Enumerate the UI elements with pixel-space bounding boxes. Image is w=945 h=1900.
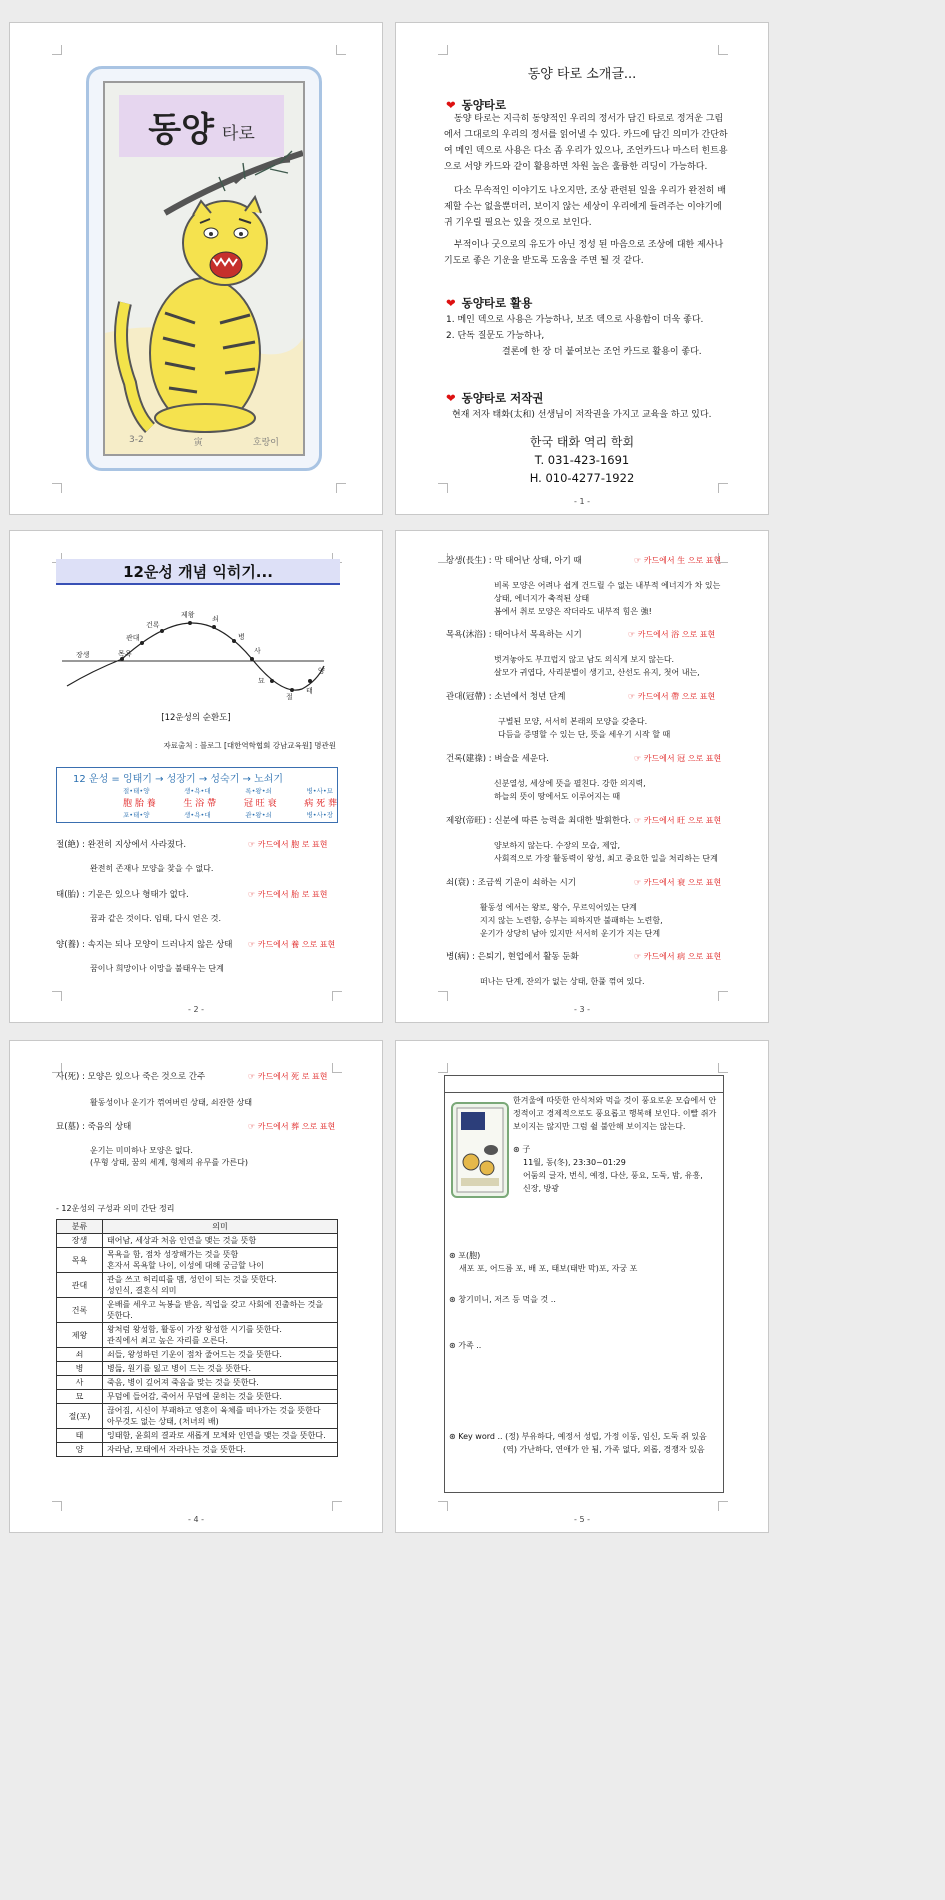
table-row: [57, 1273, 338, 1298]
table-title: - 12운성의 구성과 의미 간단 정리: [56, 1204, 175, 1213]
stage-heading: 병(病) : 은퇴기, 현업에서 활동 둔화: [446, 952, 579, 962]
summary-table: [56, 1219, 338, 1457]
table-header: 분류: [57, 1220, 103, 1234]
cycle-label: 쇠: [212, 615, 219, 623]
stage-row-bottom: [123, 810, 333, 819]
stage-cell: 관•왕•쇠: [245, 811, 272, 819]
stage-desc: 완전히 존재나 모양을 찾을 수 없다.: [90, 864, 214, 873]
stage-desc: 벗겨놓아도 부끄럽지 않고 남도 의식게 보지 않는다.: [494, 655, 675, 664]
rat-card-thumbnail: [451, 1102, 509, 1198]
card-title-banner: [119, 95, 284, 157]
stage-desc: 신분열성, 세상에 뜻을 펼친다. 강한 의지력,: [494, 779, 646, 788]
usage-item: 결론에 한 장 더 붙여보는 조언 카드로 활용이 좋다.: [502, 347, 702, 357]
page-number: - 2 -: [188, 1005, 204, 1014]
table-cell: 쇠들, 왕성하던 기운이 점차 줄어드는 것을 뜻한다.: [103, 1348, 338, 1362]
stage-cell: 포•태•양: [123, 811, 150, 819]
stage-card-tag: ☞ 카드에서 胞 로 표현: [248, 840, 328, 849]
table-cell-key: 관대: [57, 1273, 103, 1298]
table-row: [57, 1443, 338, 1457]
stage-desc: 꿈이나 희망이나 이망을 불태우는 단계: [90, 964, 224, 973]
stage-cell: 병•사•묘: [306, 787, 333, 795]
stage-box: [56, 767, 338, 823]
table-cell: [103, 1248, 338, 1273]
table-cell-key: 양: [57, 1443, 103, 1457]
cycle-label: 장생: [76, 651, 90, 659]
crop-mark: [438, 991, 448, 1001]
stage-card-tag: ☞ 카드에서 養 으로 표현: [248, 940, 336, 949]
frame-top-rule: [445, 1092, 723, 1093]
table-row: [57, 1404, 338, 1429]
card-footer: [115, 435, 293, 448]
cycle-label: 제왕: [181, 611, 195, 619]
stage-desc: 지지 않는 노련함, 승부는 피하지만 불패하는 노련함,: [480, 916, 663, 925]
table-cell: 자라남, 모태에서 자라나는 것을 뜻한다.: [103, 1443, 338, 1457]
table-line: 혼자서 목욕할 나이, 이성에 대해 궁금할 나이: [107, 1261, 264, 1270]
card-code: 3-2: [129, 435, 144, 445]
org-hp: H. 010-4277-1922: [529, 471, 635, 485]
table-cell: [103, 1404, 338, 1429]
stage-cell: 병•사•장: [306, 811, 333, 819]
stage-card-tag: ☞ 카드에서 病 으로 표현: [634, 952, 722, 961]
cycle-label: 절: [286, 693, 293, 701]
stage-heading: 쇠(衰) : 조금씩 기운이 쇠하는 시기: [446, 878, 577, 888]
crop-mark: [52, 45, 62, 55]
table-cell: 병듦, 원기를 잃고 병이 드는 것을 뜻한다.: [103, 1362, 338, 1376]
page-5: [395, 1040, 769, 1533]
page-number: - 5 -: [574, 1515, 590, 1524]
crop-mark: [336, 483, 346, 493]
card-hanja: 寅: [193, 438, 203, 448]
section-heading: [446, 295, 532, 311]
diagram-caption: [12운성의 순환도]: [161, 713, 231, 723]
stage-cell: 冠 旺 衰: [243, 799, 277, 809]
table-line: 뜻한다.: [107, 1311, 133, 1320]
stage-card-tag: ☞ 카드에서 葬 으로 표현: [248, 1122, 336, 1131]
table-cell: 태어남, 세상과 처음 인연을 맺는 것을 뜻함: [103, 1234, 338, 1248]
stage-card-tag: ☞ 카드에서 衰 으로 표현: [634, 878, 722, 887]
table-cell-key: 태: [57, 1429, 103, 1443]
cycle-label: 양: [318, 667, 325, 675]
page-number: - 4 -: [188, 1515, 204, 1524]
table-line: 목욕을 함, 점차 성장해가는 것을 뜻함: [107, 1250, 239, 1259]
page-number: - 3 -: [574, 1005, 590, 1014]
stage-card-tag: ☞ 카드에서 冠 으로 표현: [634, 754, 722, 763]
crop-mark: [52, 1501, 62, 1511]
table-cell-key: 제왕: [57, 1323, 103, 1348]
org-tel: T. 031-423-1691: [534, 453, 630, 467]
heart-icon: ❤: [446, 98, 456, 112]
table-row: [57, 1234, 338, 1248]
table-line: 관직에서 최고 높은 자리를 오른다.: [107, 1336, 228, 1345]
section-title: 동양타로: [461, 98, 507, 112]
stage-cell: 病 死 葬: [304, 799, 337, 809]
stage-desc: 하늘의 뜻이 땅에서도 이루어지는 때: [494, 792, 621, 801]
table-cell: 무덤에 들어감, 죽어서 무덤에 묻히는 것을 뜻한다.: [103, 1390, 338, 1404]
table-row: [57, 1248, 338, 1273]
stage-heading: 태(胎) : 기운은 있으나 형태가 없다.: [56, 890, 189, 900]
stage-desc: 살모가 귀엽다, 사리분별이 생기고, 산선도 유지, 첫어 내는,: [494, 668, 700, 677]
stage-cell: 생•욕•대: [184, 787, 211, 795]
crop-mark: [332, 1501, 342, 1511]
zodiac-line: 신장, 방광: [523, 1184, 559, 1193]
intro-heading: 동양 타로 소개글...: [527, 67, 637, 82]
page-1-intro: [395, 22, 769, 515]
page-number: - 1 -: [574, 497, 590, 506]
table-line: 왕처럼 왕성함, 활동이 가장 왕성한 시기를 뜻한다.: [107, 1325, 282, 1334]
stage-card-tag: ☞ 카드에서 死 로 표현: [248, 1072, 328, 1081]
crop-mark: [438, 45, 448, 55]
card-reading-frame: [444, 1075, 724, 1493]
cycle-label: 건록: [146, 621, 160, 629]
stage-desc: 다듬을 증명할 수 있는 단, 뜻을 세우기 시작 할 때: [498, 730, 671, 739]
section-heading: [446, 390, 543, 406]
table-line: 아무것도 없는 상태, (처녀의 배): [107, 1417, 219, 1426]
stage-heading: 묘(墓) : 죽음의 상태: [56, 1122, 132, 1132]
paragraph: 부적이나 굿으로의 유도가 아닌 정성 된 마음으로 조상에 대한 제사나 기도로 좋은 기운을 받도록 도움을 주면 될 것 같다.: [444, 240, 724, 266]
section-title: 동양타로 저작권: [461, 391, 544, 405]
page-4: [9, 1040, 383, 1533]
stage-row-hanja: [123, 796, 337, 809]
heart-icon: ❤: [446, 391, 456, 405]
table-row: [57, 1348, 338, 1362]
crop-mark: [718, 1501, 728, 1511]
stage-desc: 구별된 모양, 서서히 본래의 모양을 갖춘다.: [498, 717, 648, 726]
cycle-points: [120, 621, 312, 692]
card-name: 호랑이: [252, 438, 279, 448]
stage-row-top: [123, 786, 333, 795]
stage-heading: 사(死) : 모양은 있으나 죽은 것으로 간주: [56, 1072, 206, 1082]
stage-box-title: 12 운성 = 잉태기 → 성장기 → 성숙기 → 노쇠기: [73, 774, 284, 785]
source-note: 자료출처 : 블로그 [대한역학협회 강남교육원] 명관원: [163, 741, 336, 750]
page-title: 12운성 개념 익히기...: [56, 559, 340, 585]
page-3: [395, 530, 769, 1023]
usage-item: 2. 단독 질문도 가능하나,: [446, 331, 545, 341]
stage-card-tag: ☞ 카드에서 帶 으로 표현: [628, 692, 716, 701]
tarot-card: [86, 66, 322, 471]
paragraph: 다소 무속적인 이야기도 나오지만, 조상 관련된 일을 우리가 완전히 배제할 수는 없을뿐더러, 보이지 않는 세상이 우리에게 들려주는 이야기에 귀 기우릴 필요는 있을 것으로 보인다.: [444, 186, 727, 228]
table-cell-key: 병: [57, 1362, 103, 1376]
table-cell-key: 장생: [57, 1234, 103, 1248]
crop-mark: [52, 483, 62, 493]
table-cell: 죽음, 병이 깊어져 죽음을 맞는 것을 뜻한다.: [103, 1376, 338, 1390]
cycle-diagram: [62, 601, 332, 711]
copyright-text: 현재 저자 태화(太和) 선생님이 저작권을 가지고 교육을 하고 있다.: [452, 410, 712, 420]
stage-card-tag: ☞ 카드에서 生 으로 표현: [634, 556, 722, 565]
keyword-line: (역) 가난하다, 연애가 안 됨, 가족 없다, 외롭, 경쟁자 있음: [503, 1445, 705, 1454]
cycle-label: 태: [306, 687, 313, 695]
table-line: 성인식, 결혼식 의미: [107, 1286, 177, 1295]
table-cell-key: 목욕: [57, 1248, 103, 1273]
table-row: [57, 1362, 338, 1376]
zodiac-title: ⊛ 子: [513, 1145, 531, 1154]
crop-mark: [718, 1063, 728, 1073]
crop-mark: [718, 991, 728, 1001]
stage-heading: 양(養) : 속지는 되나 모양이 드러나지 않은 상태: [56, 940, 233, 950]
table-cell-key: 묘: [57, 1390, 103, 1404]
section-title: 동양타로 활용: [461, 296, 533, 310]
stage-cell: 절•태•양: [123, 787, 150, 795]
section-label: ⊛ 포(胞): [449, 1251, 481, 1260]
stage-heading: 장생(長生) : 막 태어난 상태, 아기 때: [446, 556, 582, 566]
stage-desc: 양보하지 않는다. 수장의 모습, 제압,: [494, 841, 620, 850]
stage-desc: 활동성 에서는 왕로, 왕수, 무르익어있는 단계: [480, 903, 637, 912]
stage-heading: 건록(建祿) : 벼슬을 세운다.: [446, 754, 549, 764]
table-line: 관을 쓰고 허리띠를 맴, 성인이 되는 것을 뜻한다.: [107, 1275, 277, 1284]
zodiac-line: 11월, 동(冬), 23:30~01:29: [523, 1158, 626, 1167]
cycle-label: 관대: [126, 634, 140, 642]
table-row: [57, 1429, 338, 1443]
stage-desc: 떠나는 단계, 잔의가 없는 상태, 한풀 꺾여 있다.: [480, 977, 645, 986]
table-cell: [103, 1298, 338, 1323]
stage-cell: 록•왕•쇠: [245, 787, 272, 795]
section-text: 새포 포, 어드름 포, 배 포, 태보(태반 막)포, 자궁 포: [459, 1264, 638, 1273]
paragraph: 동양 타로는 지극히 동양적인 우리의 정서가 담긴 타로로 정겨운 그림에서 그대로의 우리의 정서를 읽어낼 수 있다. 카드에 담긴 의미가 간단하여 메인 덱으로 사용은 다소 좀 우리가 있으나, 조언카드나 마스터 힌트용으로 서양 카드와 같이 활용하면 차원 높은 훌륭한 리딩이 가능하다.: [444, 114, 728, 172]
table-row: [57, 1323, 338, 1348]
keyword-line: ⊛ Key word .. (정) 부유하다, 예정서 성립, 가정 이동, 임신, 도둑 쥐 있음: [449, 1432, 707, 1441]
crop-mark: [52, 991, 62, 1001]
stage-desc: 운기는 미미하나 모양은 없다.: [90, 1146, 193, 1155]
stage-cell: 생•욕•대: [184, 811, 211, 819]
stage-desc: 운기가 상당히 남아 있지만 서서히 운기가 지는 단계: [480, 929, 661, 938]
stage-heading: 목욕(沐浴) : 태어나서 목욕하는 시기: [446, 630, 582, 640]
table-row: [57, 1376, 338, 1390]
table-row: [57, 1298, 338, 1323]
stage-desc: 비록 모양은 어려나 쉽게 건드릴 수 없는 내부적 에너지가 차 있는: [494, 581, 721, 590]
card-frame: [103, 81, 305, 456]
stage-desc: 활동성이나 운기가 꺾여버린 상태, 쇠잔한 상태: [90, 1098, 253, 1107]
table-cell-key: 건록: [57, 1298, 103, 1323]
stage-card-tag: ☞ 카드에서 旺 으로 표현: [634, 816, 722, 825]
crop-mark: [718, 45, 728, 55]
zodiac-line: 어둠의 글자, 번식, 예정, 다산, 풍요, 도둑, 밤, 유흥,: [523, 1171, 703, 1180]
cycle-label: 병: [238, 633, 245, 641]
card-title-main: 동양: [148, 109, 214, 150]
table-header-row: [57, 1220, 338, 1234]
stage-desc: 상태, 에너지가 축적된 상태: [494, 594, 590, 603]
table-cell: [103, 1323, 338, 1348]
stage-cell: 胞 胎 養: [123, 799, 156, 809]
stage-desc: (무형 상태, 꿈의 세계, 형체의 유무를 가른다): [90, 1158, 248, 1167]
stage-heading: 관대(冠帶) : 소년에서 청년 단계: [446, 692, 566, 702]
crop-mark: [336, 45, 346, 55]
stage-card-tag: ☞ 카드에서 浴 으로 표현: [628, 630, 716, 639]
org-name: 한국 태화 역리 학회: [529, 435, 635, 449]
heart-icon: ❤: [446, 296, 456, 310]
stage-heading: 절(絶) : 완전히 지상에서 사라졌다.: [56, 840, 187, 850]
cycle-label: 사: [254, 647, 261, 655]
stage-cell: 生 浴 帶: [183, 799, 217, 809]
crop-mark: [332, 991, 342, 1001]
cycle-label: 목욕: [118, 650, 132, 658]
stage-card-tag: ☞ 카드에서 胎 로 표현: [248, 890, 328, 899]
crop-mark: [438, 1063, 448, 1073]
table-line: 끊어짐, 시신이 부패하고 영혼이 육체를 떠나가는 것을 뜻한다: [107, 1406, 321, 1415]
cycle-label: 묘: [258, 677, 265, 685]
page-2: [9, 530, 383, 1023]
table-cell-key: 사: [57, 1376, 103, 1390]
table-cell-key: 쇠: [57, 1348, 103, 1362]
stage-heading: 제왕(帝旺) : 신분에 따른 능력을 최대한 발휘한다.: [446, 816, 631, 826]
card-title-sub: 타로: [221, 123, 255, 144]
crop-mark: [438, 1501, 448, 1511]
table-cell: [103, 1273, 338, 1298]
stage-desc: 꿈과 같은 것이다. 임태, 다시 얻은 것.: [90, 914, 222, 923]
section-label: ⊛ 가족 ..: [449, 1341, 482, 1350]
page-1-card: [9, 22, 383, 515]
table-row: [57, 1390, 338, 1404]
stage-desc: 봄에서 취로 모양은 작더라도 내부적 힘은 強!: [494, 607, 652, 616]
section-label: ⊛ 창기미니, 저즈 등 먹을 것 ..: [449, 1295, 556, 1304]
table-cell-key: 절(포): [57, 1404, 103, 1429]
card-intro: 한겨울에 따뜻한 안식처와 먹을 것이 풍요로운 모습에서 안정적이고 경제적으로도 풍요롭고 행복해 보인다. 이빨 쥐가 보이지는 않지만 그럼 쉴 불안해 보이지는 않는다.: [513, 1096, 717, 1131]
table-header: 의미: [103, 1220, 338, 1234]
stage-desc: 사회적으로 가장 활동력이 왕성, 최고 중요한 일을 처리하는 단계: [494, 854, 718, 863]
crop-mark: [332, 1063, 342, 1073]
table-cell: 잉태함, 윤회의 결과로 새롭게 모체와 인연을 맺는 것을 뜻한다.: [103, 1429, 338, 1443]
usage-item: 1. 메인 덱으로 사용은 가능하나, 보조 덱으로 사용함이 더욱 좋다.: [446, 315, 704, 325]
table-line: 운배를 세우고 녹봉을 받음, 직업을 갖고 사회에 진출하는 것을: [107, 1300, 324, 1309]
